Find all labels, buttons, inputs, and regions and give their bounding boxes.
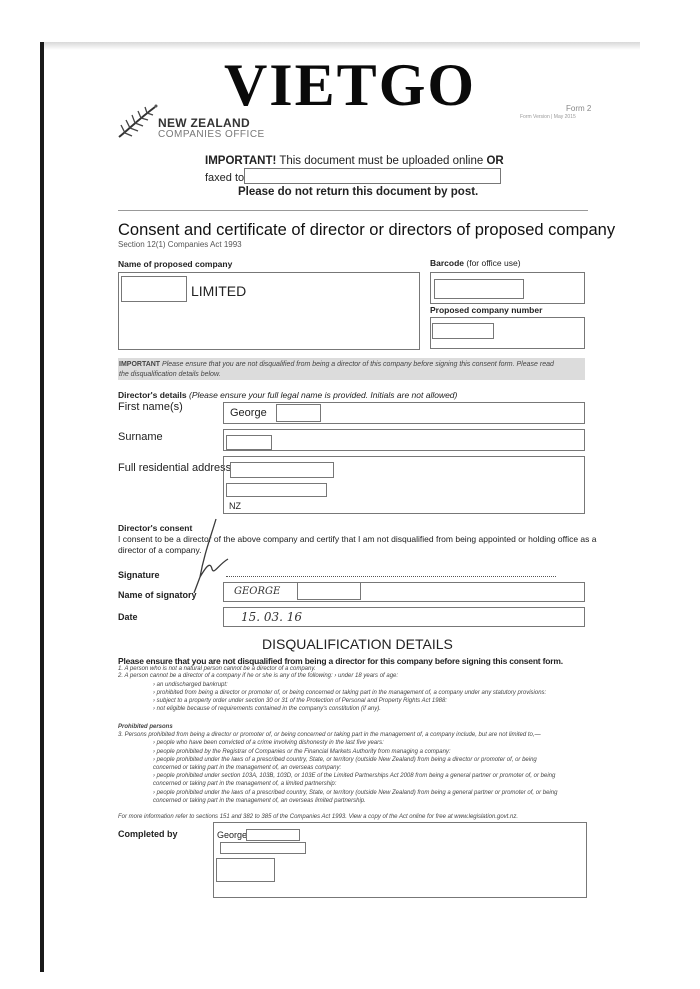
completed-by-detail-field[interactable] <box>220 842 306 854</box>
prohibited-line-3: › people prohibited by the Registrar of Companies or the Financial Markets Authority from managing a company: <box>153 749 451 755</box>
surname-field[interactable] <box>226 435 272 450</box>
notice-important: IMPORTANT! <box>205 155 277 167</box>
prohibited-line-2: › people who have been convicted of a crime involving dishonesty in the last five years: <box>153 740 384 746</box>
disq-line-4: › prohibited from being a director or promoter of, or being concerned or taking part in the management of, a company under any statutory provisions: <box>153 690 547 696</box>
watermark-text: VIETGO <box>223 52 477 118</box>
disq-line-1: 1. A person who is not a natural person cannot be a director of a company. <box>118 666 316 672</box>
prohibited-heading: Prohibited persons <box>118 724 173 730</box>
completed-by-name-field[interactable] <box>246 829 300 841</box>
disqualification-heading: DISQUALIFICATION DETAILS <box>262 636 453 652</box>
prohibited-line-5: concerned or taking part in the management of, an overseas company: <box>153 765 342 771</box>
consent-text-line1: I consent to be a director of the above company and certify that I am not disqualified from being appointed or holding office as a <box>118 534 597 544</box>
no-post-notice: Please do not return this document by post. <box>238 186 479 198</box>
address-line1-field[interactable] <box>230 462 334 478</box>
more-info-text: For more information refer to sections 151 and 382 to 385 of the Companies Act 1993. View a copy of the Act online for free at www.legislation.govt.nz. <box>118 814 518 820</box>
surname-row <box>223 429 585 451</box>
address-country: NZ <box>229 501 241 511</box>
prohibited-line-4: › people prohibited under the laws of a prescribed country, State, or territory (outside New Zealand) from being a director or promoter of, or being <box>153 757 537 763</box>
prohibited-line-6: › people prohibited under section 103A, 103B, 103D, or 103E of the Limited Partnerships Act 2008 from being a general partner or promoter of, or being <box>153 773 556 779</box>
signatory-value: GEORGE <box>234 586 281 597</box>
disq-line-3: › an undischarged bankrupt: <box>153 682 228 688</box>
form-section-ref: Section 12(1) Companies Act 1993 <box>118 240 242 249</box>
prohibited-line-7: concerned or taking part in the management of, a limited partnership: <box>153 781 337 787</box>
form-title: Consent and certificate of director or directors of proposed company <box>118 221 616 239</box>
logo-subtitle: COMPANIES OFFICE <box>158 129 265 140</box>
notice-or: OR <box>486 155 504 167</box>
scan-edge-left <box>40 42 44 972</box>
upload-notice <box>205 155 504 167</box>
consent-heading: Director's consent <box>118 523 193 533</box>
notice-text: This document must be uploaded online <box>276 155 487 167</box>
form-number: Form 2 <box>566 104 592 113</box>
divider <box>118 210 588 211</box>
surname-label: Surname <box>118 431 163 443</box>
director-details-label: Director's details (Please ensure your full legal name is provided. Initials are not allowed) <box>118 390 458 400</box>
signature-label: Signature <box>118 570 160 580</box>
completed-by-value: George <box>217 830 248 840</box>
company-name-field[interactable] <box>121 276 187 302</box>
barcode-field <box>434 279 524 299</box>
prohibited-line-9: concerned or taking part in the management of, an overseas limited partnership. <box>153 798 366 804</box>
barcode-label: Barcode (for office use) <box>430 258 521 268</box>
disqualification-subheading: Please ensure that you are not disqualified from being a director for this company before signing this consent form. <box>118 656 563 666</box>
first-name-label: First name(s) <box>118 401 183 413</box>
logo-title: NEW ZEALAND <box>158 116 250 130</box>
consent-text-line2: director of a company. <box>118 545 202 555</box>
prohibited-line-1: 3. Persons prohibited from being a director or promoter of, or being concerned or taking part in the management of, a company include, but are not limited to,— <box>118 732 541 738</box>
form-version: Form Version | May 2015 <box>520 114 576 120</box>
important-note-line2: the disqualification details below. <box>119 371 221 378</box>
disq-line-5: › subject to a property order under section 30 or 31 of the Protection of Personal and Property Rights Act 1988: <box>153 698 447 704</box>
signatory-extra-field[interactable] <box>297 582 361 600</box>
scan-edge-top <box>44 42 640 50</box>
completed-by-contact-field[interactable] <box>216 858 275 882</box>
signature-line[interactable] <box>226 576 556 577</box>
completed-by-label: Completed by <box>118 829 178 839</box>
prohibited-line-8: › people prohibited under the laws of a prescribed country, State, or territory (outside New Zealand) from being a general partner or promoter of, or being <box>153 790 558 796</box>
date-label: Date <box>118 612 138 622</box>
disq-line-6: › not eligible because of requirements contained in the company's constitution (if any). <box>153 706 381 712</box>
limited-suffix: LIMITED <box>191 283 247 299</box>
company-number-field[interactable] <box>432 323 494 339</box>
important-note-line1: IMPORTANT Please ensure that you are not disqualified from being a director of this company before signing this consent form. Please read <box>119 361 554 368</box>
address-line2-field[interactable] <box>226 483 327 497</box>
company-name-label: Name of proposed company <box>118 259 233 269</box>
date-value: 15. 03. 16 <box>241 610 303 624</box>
fern-logo-icon <box>117 103 159 139</box>
first-name-value: George <box>230 407 267 419</box>
first-name-extra-field[interactable] <box>276 404 321 422</box>
disq-line-2: 2. A person cannot be a director of a company if he or she is any of the following: › under 18 years of age: <box>118 673 399 679</box>
faxed-label: faxed to <box>205 172 245 184</box>
company-number-label: Proposed company number <box>430 305 543 315</box>
signatory-label: Name of signatory <box>118 590 197 600</box>
address-label: Full residential address <box>118 462 232 474</box>
fax-number-field[interactable] <box>244 168 501 184</box>
